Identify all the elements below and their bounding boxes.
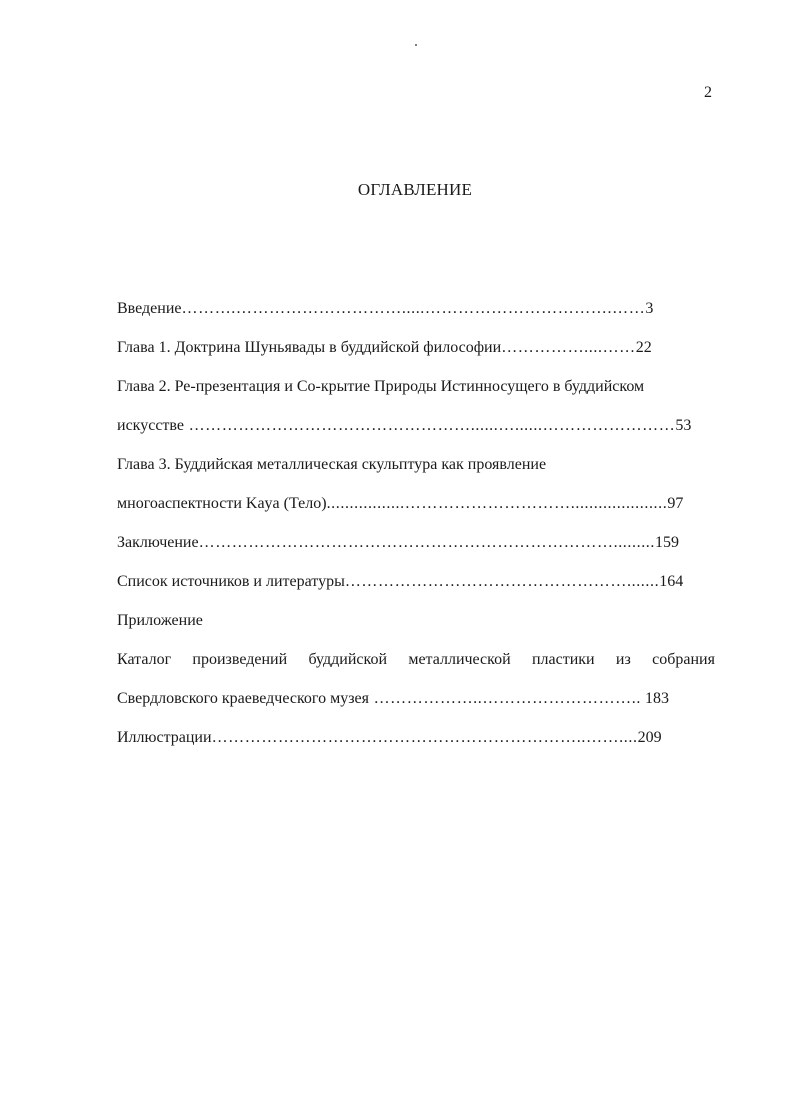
toc-entry-chapter-2-line-2 (117, 415, 717, 454)
page-title: ОГЛАВЛЕНИЕ (357, 180, 473, 199)
toc-entry-intro (117, 298, 717, 337)
toc-leader-dots: ……………………………………………......…......…………………… (183, 417, 676, 434)
page-number: 2 (704, 84, 712, 101)
toc-entry-sources (117, 571, 717, 610)
toc-leader-dots: ……………………………………………....... (344, 573, 660, 590)
toc-word: собрания (652, 651, 715, 668)
toc-entry-text: Глава 2. Ре-презентация и Со-крытие Природы Истинносущего в буддийском (117, 378, 645, 395)
toc-entry-text: Свердловского краеведческого музея (117, 690, 369, 707)
toc-entry-text: Иллюстрации (117, 729, 212, 746)
toc-entry-chapter-3-line-1 (117, 454, 717, 493)
toc-entry-catalog-line-1 (117, 649, 715, 688)
toc-page-number: 3 (645, 300, 654, 317)
toc-entry-text: Приложение (117, 612, 203, 629)
toc-leader-dots: ……….………………………….....…………………………….…… (181, 300, 646, 317)
toc-word: пластики (531, 651, 595, 668)
toc-entry-text: Заключение (117, 534, 199, 551)
toc-entry-illustrations (117, 727, 717, 766)
toc-entry-text: Список источников и литературы (117, 573, 345, 590)
toc-page-number: 159 (655, 534, 679, 551)
toc-entry-catalog-line-2 (117, 688, 717, 727)
toc-entry-text: Введение (117, 300, 182, 317)
toc-entry-chapter-3-line-2 (117, 493, 717, 532)
toc-entry-chapter-2-line-1 (117, 376, 717, 415)
toc-entry-chapter-1 (117, 337, 717, 376)
toc-leader-dots: ………………..……………………….. (368, 690, 641, 707)
toc-entry-text: Глава 3. Буддийская металлическая скульптура как проявление (117, 456, 547, 473)
toc-leader-dots: .................…………………………..................... (326, 495, 668, 512)
toc-page-number: 183 (640, 690, 669, 707)
toc-entry-text: искусстве (117, 417, 184, 434)
toc-leader-dots: …………………………………………………………………......... (198, 534, 655, 551)
toc-entry-text: многоаспектности Kaya (Тело) (117, 495, 327, 512)
toc-word: из (615, 651, 631, 668)
toc-word: буддийской (308, 651, 388, 668)
toc-page-number: 209 (637, 729, 662, 746)
scan-speck (415, 44, 417, 46)
toc-page-number: 22 (635, 339, 652, 356)
toc-entry-text: Глава 1. Доктрина Шуньявады в буддийской философии (117, 339, 502, 356)
toc-entry-appendix (117, 610, 717, 649)
table-of-contents (117, 298, 717, 766)
toc-page-number: 97 (667, 495, 684, 512)
toc-word: Каталог (117, 651, 172, 668)
toc-page-number: 53 (675, 417, 692, 434)
toc-leader-dots: ……………....…… (501, 339, 636, 356)
toc-word: металлической (408, 651, 511, 668)
toc-page-number: 164 (659, 573, 684, 590)
toc-entry-conclusion (117, 532, 717, 571)
toc-word: произведений (192, 651, 288, 668)
toc-leader-dots: …………………………………………………………..…….... (211, 729, 638, 746)
